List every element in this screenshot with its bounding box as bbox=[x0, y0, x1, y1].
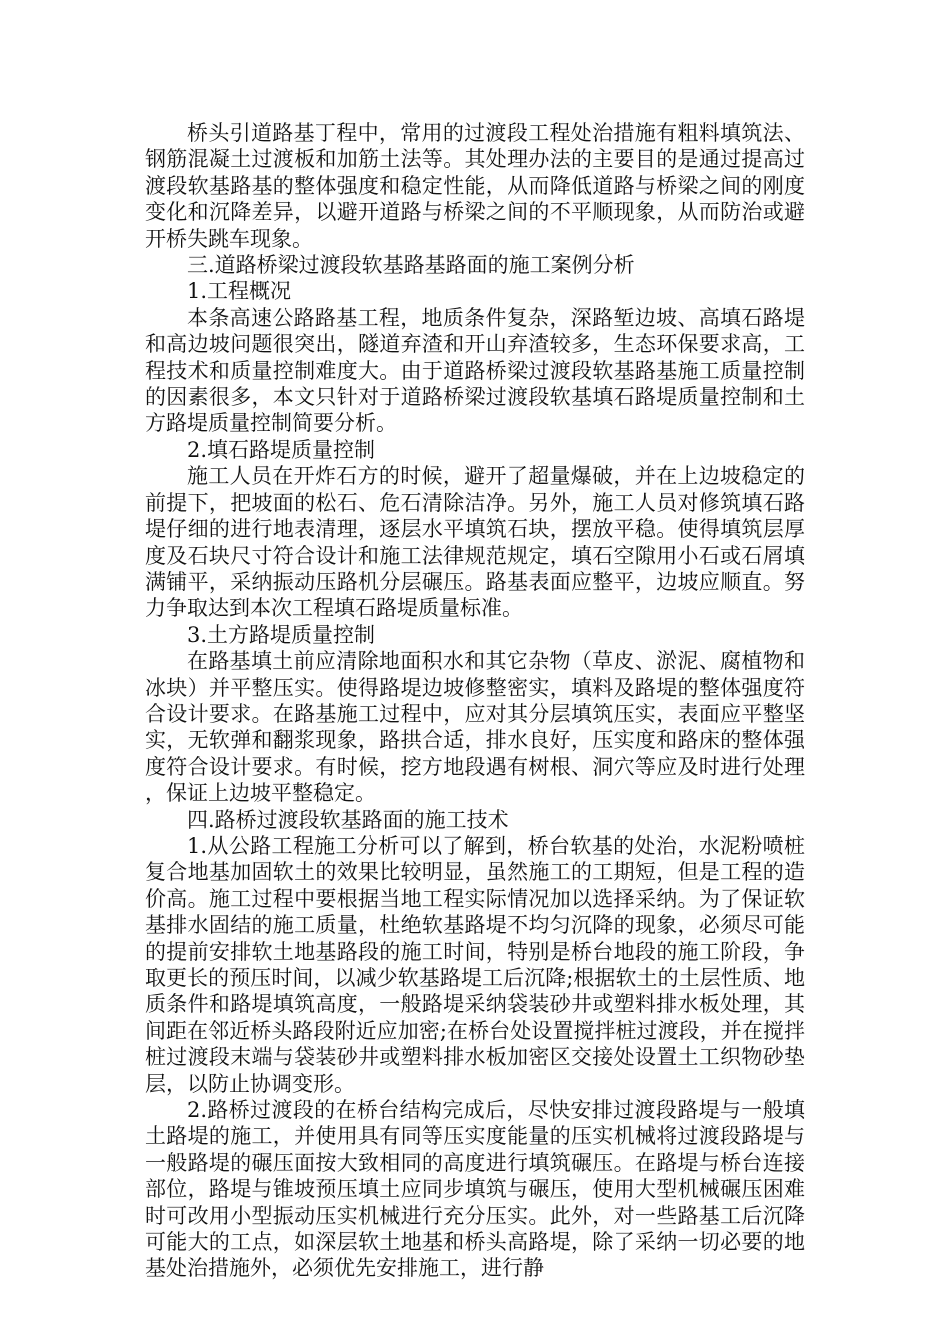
paragraph-earthfill-quality: 在路基填土前应清除地面积水和其它杂物（草皮、淤泥、腐植物和冰块）并平整压实。使得路堤边坡修整密实，填料及路堤的整体强度符合设计要求。在路基施工过程中，应对其分层填筑压实，表面应平整坚实，无软弹和翻浆现象，路拱合适，排水良好，压实度和路床的整体强度符合设计要求。有时候，挖方地段遇有树根、洞穴等应及时进行处理，保证上边坡平整稳定。 bbox=[145, 649, 805, 806]
subheading-rockfill-quality: 2.填石路堤质量控制 bbox=[187, 437, 376, 462]
paragraph-rockfill-quality: 施工人员在开炸石方的时候，避开了超量爆破，并在上边坡稳定的前提下，把坡面的松石、危石清除洁净。另外，施工人员对修筑填石路堤仔细的进行地表清理，逐层水平填筑石块，摆放平稳。使得填筑层厚度及石块尺寸符合设计和施工法律规范规定，填石空隙用小石或石屑填满铺平，采纳振动压路机分层碾压。路基表面应整平，边坡应顺直。努力争取达到本次工程填石路堤质量标准。 bbox=[145, 464, 805, 621]
paragraph-project-overview: 本条高速公路路基工程，地质条件复杂，深路堑边坡、高填石路堤和高边坡问题很突出，隧道弃渣和开山弃渣较多，生态环保要求高，工程技术和质量控制难度大。由于道路桥梁过渡段软基路基施工质量控制的因素很多，本文只针对于道路桥梁过渡段软基填石路堤质量控制和土方路堤质量控制简要分析。 bbox=[145, 305, 805, 436]
paragraph-transition-measures: 桥头引道路基丁程中，常用的过渡段工程处治措施有粗料填筑法、钢筋混凝土过渡板和加筋土法等。其处理办法的主要目的是通过提高过渡段软基路基的整体强度和稳定性能，从而降低道路与桥梁之间的刚度变化和沉降差异，以避开道路与桥梁之间的不平顺现象，从而防治或避开桥失跳车现象。 bbox=[145, 121, 805, 251]
paragraph-soft-foundation-treatment: 1.从公路工程施工分析可以了解到，桥台软基的处治，水泥粉喷桩复合地基加固软土的效果比较明显，虽然施工的工期短，但是工程的造价高。施工过程中要根据当地工程实际情况加以选择采纳。为了保证软基排水固结的施工质量，杜绝软基路堤不均匀沉降的现象，必须尽可能的提前安排软土地基路段的施工时间，特别是桥台地段的施工阶段，争取更长的预压时间，以减少软基路堤工后沉降;根据软土的土层性质、地质条件和路堤填筑高度，一般路堤采纳袋装砂井或塑料排水板处理，其间距在邻近桥头路段附近应加密;在桥台处设置搅拌桩过渡段，并在搅拌桩过渡段末端与袋装砂井或塑料排水板加密区交接处设置土工织物砂垫层，以防止协调变形。 bbox=[145, 833, 805, 1096]
subheading-project-overview: 1.工程概况 bbox=[187, 279, 292, 304]
document-page bbox=[145, 120, 805, 1282]
paragraph-transition-compaction: 2.路桥过渡段的在桥台结构完成后，尽快安排过渡段路堤与一般填土路堤的施工，并使用具有同等压实度能量的压实机械将过渡段路堤与一般路堤的碾压面按大致相同的高度进行填筑碾压。在路堤与桥台连接部位，路堤与锥坡预压填土应同步填筑与碾压，使用大型机械碾压困难时可改用小型振动压实机械进行充分压实。此外，对一些路基工后沉降可能大的工点，如深层软土地基和桥头高路堤，除了采纳一切必要的地基处治措施外，必须优先安排施工，进行静 bbox=[145, 1098, 805, 1281]
section-heading-construction-technology: 四.路桥过渡段软基路面的施工技术 bbox=[187, 807, 509, 832]
section-heading-case-analysis: 三.道路桥梁过渡段软基路基路面的施工案例分析 bbox=[187, 253, 635, 278]
subheading-earthfill-quality: 3.土方路堤质量控制 bbox=[187, 622, 376, 647]
